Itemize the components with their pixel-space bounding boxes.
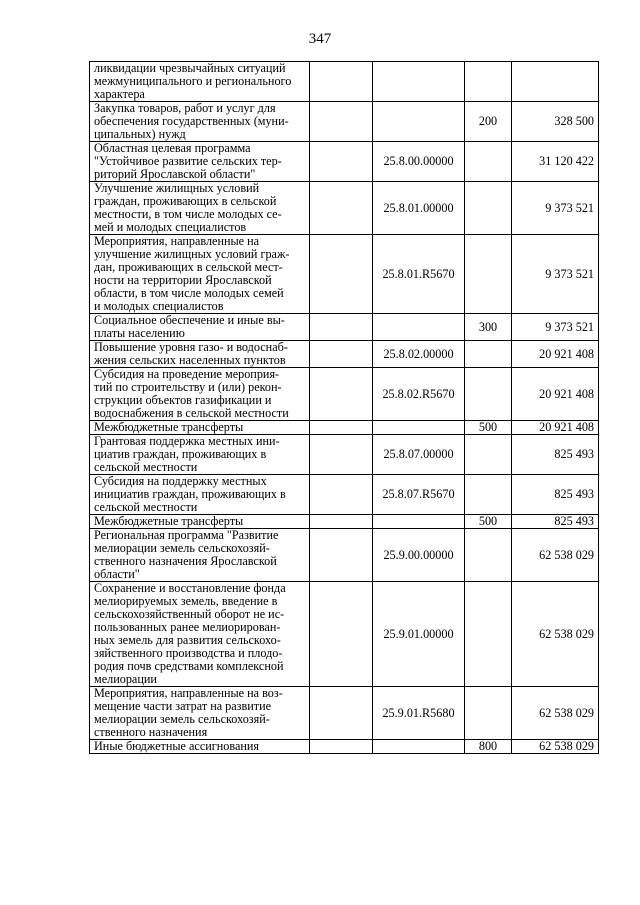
expense-type-cell: 300	[465, 314, 512, 341]
empty-cell	[310, 582, 373, 687]
table-row	[90, 62, 599, 102]
amount-cell	[512, 62, 599, 102]
program-code-cell	[373, 102, 465, 142]
table-row	[90, 235, 599, 314]
expense-type-cell	[465, 582, 512, 687]
expense-name-line: Субсидия на поддержку местных	[94, 474, 267, 488]
expense-name-cell	[90, 421, 310, 435]
empty-cell	[310, 368, 373, 421]
empty-cell	[310, 142, 373, 182]
expense-name-line: Мероприятия, направленные на	[94, 234, 260, 248]
expense-name-line: Сохранение и восстановление фонда	[94, 581, 286, 595]
expense-type-cell	[465, 475, 512, 515]
expense-name-cell	[90, 314, 310, 341]
expense-type-cell	[465, 235, 512, 314]
expense-name-cell	[90, 529, 310, 582]
empty-cell	[310, 62, 373, 102]
program-code-cell: 25.9.01.00000	[373, 582, 465, 687]
expense-name-line: характера	[94, 87, 145, 101]
expense-name-line: дан, проживающих в сельской мест-	[94, 260, 283, 274]
amount-cell: 20 921 408	[512, 368, 599, 421]
empty-cell	[310, 475, 373, 515]
page-number: 347	[308, 31, 332, 47]
expense-name-line: мелиорируемых земель, введение в	[94, 594, 278, 608]
empty-cell	[310, 515, 373, 529]
expense-type-cell	[465, 142, 512, 182]
expense-name-line: мещение части затрат на развитие	[94, 699, 272, 713]
program-code-cell	[373, 421, 465, 435]
amount-cell: 9 373 521	[512, 182, 599, 235]
amount-cell: 328 500	[512, 102, 599, 142]
expense-name-line: инициатив граждан, проживающих в	[94, 487, 286, 501]
program-code-cell	[373, 62, 465, 102]
amount-cell: 20 921 408	[512, 341, 599, 368]
budget-table	[89, 61, 599, 754]
expense-name-line: области"	[94, 567, 140, 581]
table-row	[90, 314, 599, 341]
amount-cell: 62 538 029	[512, 687, 599, 740]
expense-name-cell	[90, 582, 310, 687]
expense-name-line: межмуниципального и регионального	[94, 74, 292, 88]
amount-cell: 20 921 408	[512, 421, 599, 435]
expense-type-cell: 500	[465, 421, 512, 435]
expense-name-line: Межбюджетные трансферты	[94, 420, 244, 434]
empty-cell	[310, 341, 373, 368]
expense-name-line: местности, в том числе молодых се-	[94, 207, 282, 221]
expense-type-cell	[465, 687, 512, 740]
expense-type-cell: 500	[465, 515, 512, 529]
expense-name-line: области, в том числе молодых семей	[94, 286, 284, 300]
expense-name-line: сельской местности	[94, 460, 198, 474]
expense-type-cell	[465, 341, 512, 368]
table-row	[90, 142, 599, 182]
expense-name-line: ных земель для развития сельскохо-	[94, 633, 281, 647]
expense-type-cell	[465, 182, 512, 235]
expense-name-cell	[90, 62, 310, 102]
table-row	[90, 582, 599, 687]
empty-cell	[310, 235, 373, 314]
amount-cell: 31 120 422	[512, 142, 599, 182]
expense-name-line: платы населению	[94, 326, 185, 340]
table-row	[90, 421, 599, 435]
empty-cell	[310, 740, 373, 754]
amount-cell: 62 538 029	[512, 740, 599, 754]
empty-cell	[310, 435, 373, 475]
expense-name-line: ственного назначения	[94, 725, 208, 739]
table-row	[90, 102, 599, 142]
expense-name-line: зяйственного производства и плодо-	[94, 646, 283, 660]
expense-name-line: струкции объектов газификации и	[94, 393, 272, 407]
expense-name-line: Межбюджетные трансферты	[94, 514, 244, 528]
program-code-cell: 25.8.02.R5670	[373, 368, 465, 421]
expense-name-line: пользованных ранее мелиорирован-	[94, 620, 281, 634]
program-code-cell: 25.8.07.00000	[373, 435, 465, 475]
expense-type-cell	[465, 62, 512, 102]
amount-cell: 825 493	[512, 475, 599, 515]
expense-name-line: Социальное обеспечение и иные вы-	[94, 313, 285, 327]
program-code-cell: 25.8.07.R5670	[373, 475, 465, 515]
expense-name-cell	[90, 687, 310, 740]
table-row	[90, 687, 599, 740]
expense-name-line: улучшение жилищных условий граж-	[94, 247, 290, 261]
expense-name-line: ципальных) нужд	[94, 127, 186, 141]
expense-type-cell	[465, 435, 512, 475]
program-code-cell	[373, 314, 465, 341]
expense-name-line: жения сельских населенных пунктов	[94, 353, 286, 367]
empty-cell	[310, 421, 373, 435]
expense-name-line: ности на территории Ярославской	[94, 273, 272, 287]
table-row	[90, 515, 599, 529]
program-code-cell: 25.8.01.R5670	[373, 235, 465, 314]
expense-name-line: Иные бюджетные ассигнования	[94, 739, 260, 753]
amount-cell: 825 493	[512, 435, 599, 475]
amount-cell: 9 373 521	[512, 314, 599, 341]
expense-name-line: Областная целевая программа	[94, 141, 251, 155]
expense-name-line: и молодых специалистов	[94, 299, 224, 313]
program-code-cell: 25.8.00.00000	[373, 142, 465, 182]
expense-name-line: мелиорации земель сельскохозяй-	[94, 712, 270, 726]
expense-name-line: ликвидации чрезвычайных ситуаций	[94, 61, 286, 75]
table-body	[90, 62, 599, 754]
expense-name-line: "Устойчивое развитие сельских тер-	[94, 154, 282, 168]
expense-type-cell: 800	[465, 740, 512, 754]
expense-name-line: тий по строительству и (или) рекон-	[94, 380, 282, 394]
expense-name-line: мелиорации земель сельскохозяй-	[94, 541, 270, 555]
expense-name-cell	[90, 235, 310, 314]
program-code-cell	[373, 515, 465, 529]
expense-name-line: Региональная программа "Развитие	[94, 528, 279, 542]
amount-cell: 825 493	[512, 515, 599, 529]
amount-cell: 62 538 029	[512, 529, 599, 582]
table-row	[90, 475, 599, 515]
expense-name-cell	[90, 341, 310, 368]
amount-cell: 9 373 521	[512, 235, 599, 314]
table-row	[90, 529, 599, 582]
expense-name-cell	[90, 102, 310, 142]
empty-cell	[310, 102, 373, 142]
table-row	[90, 182, 599, 235]
expense-name-cell	[90, 435, 310, 475]
empty-cell	[310, 314, 373, 341]
program-code-cell: 25.8.01.00000	[373, 182, 465, 235]
empty-cell	[310, 182, 373, 235]
program-code-cell: 25.8.02.00000	[373, 341, 465, 368]
table-row	[90, 368, 599, 421]
expense-name-line: Субсидия на проведение мероприя-	[94, 367, 280, 381]
table-row	[90, 341, 599, 368]
program-code-cell	[373, 740, 465, 754]
expense-name-line: мелиорации	[94, 672, 157, 686]
table-row	[90, 435, 599, 475]
expense-name-line: Повышение уровня газо- и водоснаб-	[94, 340, 288, 354]
expense-name-line: граждан, проживающих в сельской	[94, 194, 277, 208]
expense-name-line: Закупка товаров, работ и услуг для	[94, 101, 276, 115]
expense-name-line: циатив граждан, проживающих в	[94, 447, 267, 461]
expense-name-line: риторий Ярославской области"	[94, 167, 256, 181]
expense-type-cell	[465, 529, 512, 582]
expense-name-line: Мероприятия, направленные на воз-	[94, 686, 283, 700]
expense-name-cell	[90, 740, 310, 754]
expense-name-line: Улучшение жилищных условий	[94, 181, 260, 195]
expense-name-line: обеспечения государственных (муни-	[94, 114, 289, 128]
empty-cell	[310, 529, 373, 582]
expense-name-line: сельскохозяйственный оборот не ис-	[94, 607, 285, 621]
expense-type-cell: 200	[465, 102, 512, 142]
expense-name-line: сельской местности	[94, 500, 198, 514]
expense-type-cell	[465, 368, 512, 421]
program-code-cell: 25.9.01.R5680	[373, 687, 465, 740]
expense-name-cell	[90, 142, 310, 182]
expense-name-line: ственного назначения Ярославской	[94, 554, 277, 568]
expense-name-line: родия почв средствами комплексной	[94, 659, 284, 673]
expense-name-line: водоснабжения в сельской местности	[94, 406, 289, 420]
expense-name-cell	[90, 182, 310, 235]
program-code-cell: 25.9.00.00000	[373, 529, 465, 582]
amount-cell: 62 538 029	[512, 582, 599, 687]
table-row	[90, 740, 599, 754]
expense-name-line: Грантовая поддержка местных ини-	[94, 434, 280, 448]
empty-cell	[310, 687, 373, 740]
expense-name-cell	[90, 368, 310, 421]
expense-name-cell	[90, 515, 310, 529]
expense-name-cell	[90, 475, 310, 515]
expense-name-line: мей и молодых специалистов	[94, 220, 247, 234]
